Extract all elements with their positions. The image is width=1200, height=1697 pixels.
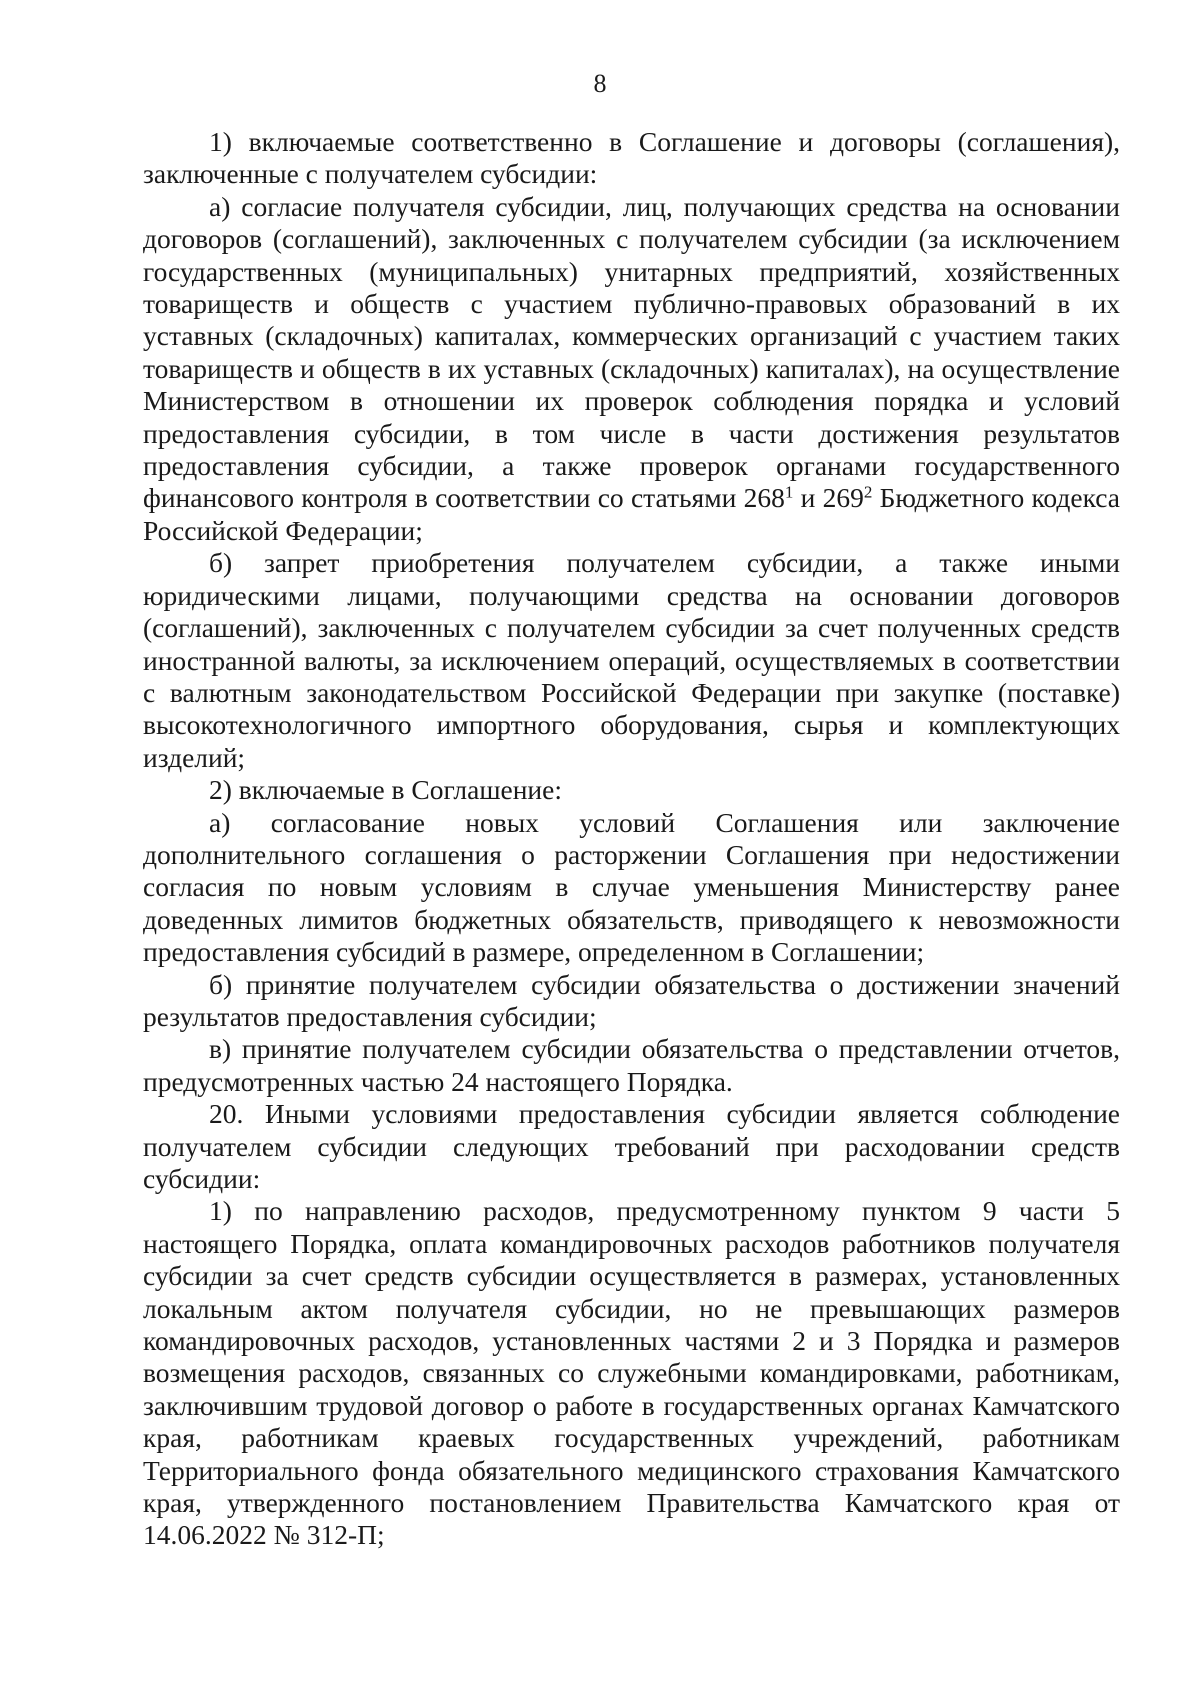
- paragraph-1a-text-c: Бюджетного кодекса Российской Федерации;: [143, 482, 1121, 546]
- footnote-superscript-1: 1: [784, 483, 794, 503]
- paragraph-1a-text-b: и 269: [793, 482, 864, 514]
- paragraph-20: 20. Иными условиями предоставления субсидии является соблюдение получателем субсидии следующих требований при расходовании средств субсидии:: [143, 1098, 1120, 1194]
- page-number: 8: [593, 69, 607, 98]
- paragraph-2v: в) принятие получателем субсидии обязательства о представлении отчетов, предусмотренных частью 24 настоящего Порядка.: [143, 1033, 1120, 1097]
- paragraph-2b: б) принятие получателем субсидии обязательства о достижении значений результатов предоставления субсидии;: [143, 968, 1120, 1032]
- footnote-superscript-2: 2: [863, 483, 873, 503]
- paragraph-1: 1) включаемые соответственно в Соглашение и договоры (соглашения), заключенные с получателем субсидии:: [143, 126, 1120, 190]
- paragraph-1b: б) запрет приобретения получателем субсидии, а также иными юридическими лицами, получающими средства на основании договоров (соглашений), заключенных с получателем субсидии за счет полученных средств иностранной валюты, за исключением операций, осуществляемых в соответствии с валютным законодательством Российской Федерации при закупке (поставке) высокотехнологичного импортного оборудования, сырья и комплектующих изделий;: [143, 547, 1120, 773]
- paragraph-1a-text-a: а) согласие получателя субсидии, лиц, получающих средства на основании договоров (соглашений), заключенных с получателем субсидии (за исключением государственных (муниципальных) унитарных предприятий, хозяйственных товариществ и обществ с участием публично-правовых образований в их уставных (складочных) капиталах, коммерческих организаций с участием таких товариществ и обществ в их уставных (складочных) капиталах), на осуществление Министерством в отношении их проверок соблюдения порядка и условий предоставления субсидии, в том числе в части достижения результатов предоставления субсидии, а также проверок органами государственного финансового контроля в соответствии со статьями 268: [143, 190, 1120, 514]
- paragraph-20-1: 1) по направлению расходов, предусмотренному пунктом 9 части 5 настоящего Порядка, оплата командировочных расходов работников получателя субсидии за счет средств субсидии осуществляется в размерах, установленных локальным актом получателя субсидии, но не превышающих размеров командировочных расходов, установленных частями 2 и 3 Порядка и размеров возмещения расходов, связанных со служебными командировками, работникам, заключившим трудовой договор о работе в государственных органах Камчатского края, работникам краевых государственных учреждений, работникам Территориального фонда обязательного медицинского страхования Камчатского края, утвержденного постановлением Правительства Камчатского края от 14.06.2022 № 312-П;: [143, 1195, 1120, 1551]
- paragraph-1a: [143, 191, 1120, 547]
- document-body: [143, 126, 1120, 1552]
- paragraph-2a: а) согласование новых условий Соглашения или заключение дополнительного соглашения о расторжении Соглашения при недостижении согласия по новым условиям в случае уменьшения Министерству ранее доведенных лимитов бюджетных обязательств, приводящего к невозможности предоставления субсидий в размере, определенном в Соглашении;: [143, 806, 1120, 968]
- paragraph-2: 2) включаемые в Соглашение:: [209, 774, 562, 806]
